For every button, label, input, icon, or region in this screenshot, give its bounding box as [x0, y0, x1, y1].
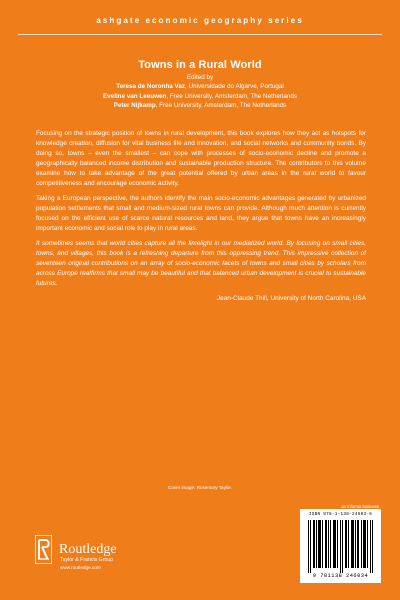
isbn-barcode-block [300, 509, 381, 583]
editor-name: Eveline van Leeuwen [102, 92, 167, 100]
informa-business-label: an informa business [341, 504, 379, 509]
description-block [36, 129, 366, 304]
publisher-url: www.routledge.com [60, 565, 101, 570]
cover-image-credit: Cover image: Rosemary Taylor. [168, 485, 232, 490]
editor-line [0, 92, 400, 101]
isbn-label: ISBN 978-1-138-24603-6 [308, 512, 373, 517]
series-title: ashgate economic geography series [96, 16, 304, 25]
publisher-block [35, 535, 195, 575]
review-quote: It sometimes seems that world cities capture all the limelight in our mediatized world. By focusing on small cities, towns, and villages, this book is a refreshing departure from this oppressing trend. This impressive collection of seventeen original contributions on an array of socio-economic facets of towns and small cities by scholars from across Europe reaffirms that small may be beautiful and that balanced urban development is crucial to sustainable futures. [36, 240, 366, 287]
barcode-icon [308, 520, 374, 573]
publisher-name: Routledge [59, 542, 117, 557]
book-title: Towns in a Rural World [138, 59, 262, 71]
routledge-logo-icon [35, 535, 52, 564]
editor-affiliation: , Universidade do Algarve, Portugal [185, 83, 284, 91]
description-paragraph: Taking a European perspective, the authors identify the main socio-economic advantages generated by urbanized population settlements that small and medium-sized rural towns can provide. Although much attention is currently focused on the efficient use of scarce natural resources and land, they argue that towns have an increasingly important economic and social role to play in rural areas. [36, 195, 366, 232]
quote-attribution: Jean-Claude Thill, University of North Carolina, USA [216, 295, 366, 302]
barcode-number: 9 781138 246034 [312, 573, 369, 579]
editors-block [0, 73, 400, 110]
editor-affiliation: , Free University, Amsterdam, The Netherlands [155, 101, 287, 109]
editor-line [0, 82, 400, 91]
editor-line [0, 101, 400, 110]
editor-name: Teresa de Noronha Vaz [116, 83, 186, 91]
description-paragraph: Focusing on the strategic position of towns in rural development, this book explores how they act as hotspots for knowledge creation, diffusion for vital business life and innovation, and social networks and community bonds. By doing so, towns – even the smallest – can cope with processes of socio-economic decline and promote a geographically balanced income distribution and sustainable production structure. The contributors to this volume examine how to take advantage of the great potential offered by urban areas in the rural world to favour competitiveness and encourage economic activity. [36, 130, 366, 187]
editor-affiliation: , Free University, Amsterdam, The Netherlands [166, 92, 297, 100]
series-divider [18, 34, 382, 35]
publisher-group: Taylor & Francis Group [60, 557, 114, 563]
editor-name: Peter Nijkamp [113, 101, 156, 109]
edited-by-label: Edited by [186, 74, 214, 81]
